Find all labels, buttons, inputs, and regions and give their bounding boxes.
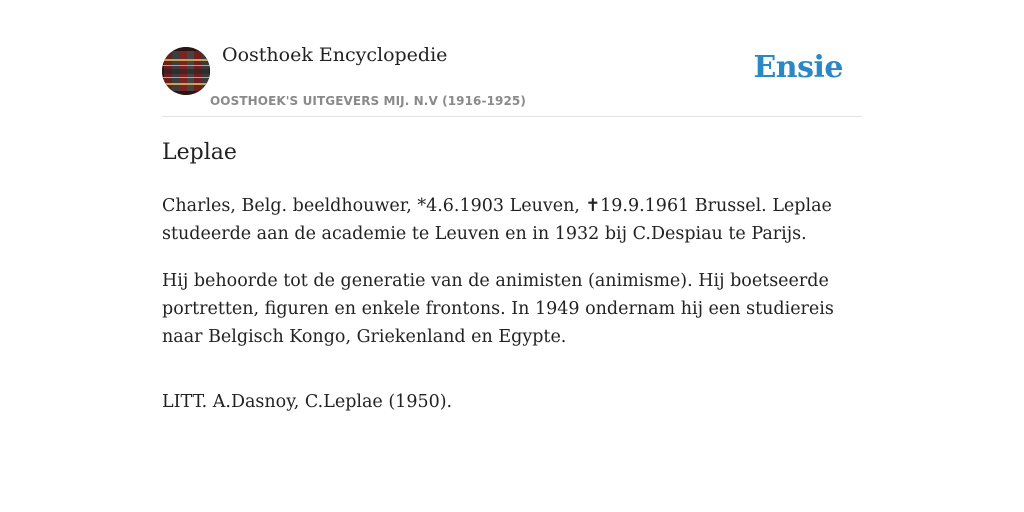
entry-title: Leplae <box>162 140 237 165</box>
entry-body <box>162 192 862 435</box>
source-header <box>162 0 862 117</box>
source-subtitle: OOSTHOEK'S UITGEVERS MIJ. N.V (1916-1925) <box>210 94 526 108</box>
entry-paragraph: Hij behoorde tot de generatie van de animisten (animisme). Hij boetseerde portretten, figuren en enkele frontons. In 1949 ondernam hij een studiereis naar Belgisch Kongo, Griekenland en Egypte. <box>162 271 834 347</box>
entry-paragraph: Charles, Belg. beeldhouwer, *4.6.1903 Leuven, ✝19.9.1961 Brussel. Leplae studeerde aan de academie te Leuven en in 1932 bij C.Despiau te Parijs. <box>162 196 832 244</box>
page <box>162 0 862 412</box>
encyclopedia-books-icon[interactable] <box>162 47 210 95</box>
brand-logo-link[interactable]: Ensie <box>753 50 843 85</box>
entry-literature: LITT. A.Dasnoy, C.Leplae (1950). <box>162 392 453 412</box>
source-title-link[interactable]: Oosthoek Encyclopedie <box>222 44 448 66</box>
